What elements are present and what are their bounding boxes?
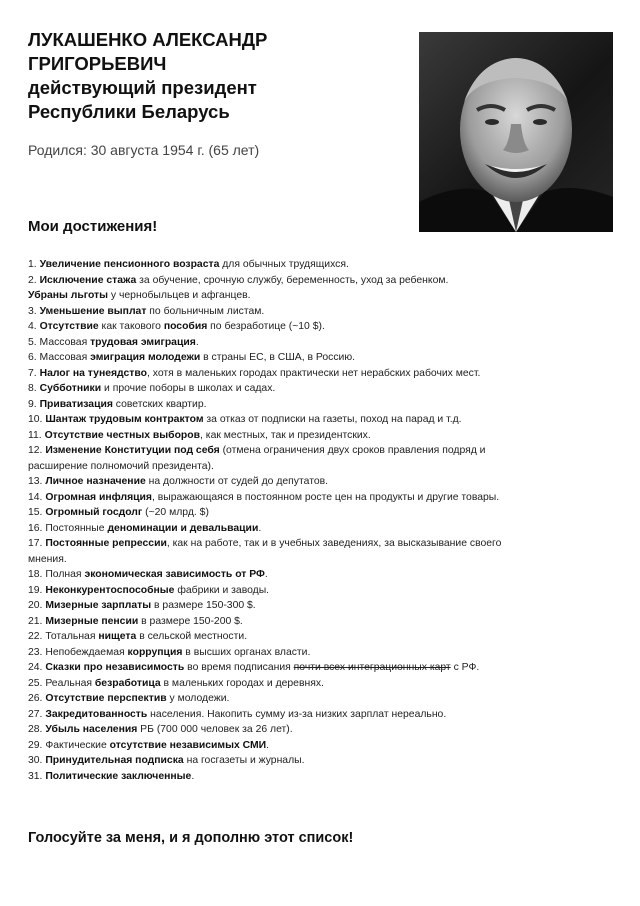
list-item: [28, 381, 618, 397]
list-item-bold: Закредитованность: [45, 708, 148, 720]
list-item-text: 26.: [28, 693, 46, 704]
list-item: [28, 319, 618, 335]
list-item: [28, 474, 618, 490]
list-item-text: РБ (700 000 человек за 26 лет).: [137, 724, 293, 735]
list-item-bold: деноминации и девальвации: [107, 522, 259, 534]
list-item-bold: Убыль населения: [45, 724, 138, 735]
list-item-bold: Отсутствие перспектив: [45, 693, 167, 704]
list-item-text: в маленьких городах и деревнях.: [160, 677, 324, 689]
list-item: [28, 459, 618, 475]
list-item-text: 16. Постоянные: [28, 522, 108, 534]
header: [28, 28, 408, 158]
list-item-bold: Принудительная подписка: [45, 755, 184, 766]
list-item-text: .: [258, 522, 262, 534]
list-item: [28, 738, 618, 754]
list-item: [28, 753, 618, 769]
list-item-text: за отказ от подписки на газеты, поход на парад и т.д.: [203, 414, 462, 425]
page-title-line1: ЛУКАШЕНКО АЛЕКСАНДР ГРИГОРЬЕВИЧ: [28, 29, 268, 74]
list-item-text: на должности от судей до депутатов.: [145, 476, 329, 487]
list-item-text: с РФ.: [450, 662, 480, 673]
list-item: [28, 691, 618, 707]
list-item-bold: Отсутствие: [39, 321, 99, 332]
list-item-text: в размере 150-200 $.: [138, 615, 243, 627]
list-item-text: у чернобыльцев и афганцев.: [108, 290, 251, 301]
list-item-text: 25. Реальная: [28, 677, 95, 689]
achievements-title: Мои достижения!: [28, 218, 158, 235]
list-item: [28, 660, 618, 676]
list-item-bold: Постоянные репрессии: [45, 538, 167, 549]
list-item-text: за обучение, срочную службу, беременность, уход за ребенком.: [136, 274, 449, 286]
list-item-text: 22. Тотальная: [28, 631, 99, 642]
list-item-bold: Неконкурентоспособные: [45, 584, 175, 596]
list-item-text: в сельской местности.: [136, 631, 248, 642]
list-item-text: 13.: [28, 476, 46, 487]
list-item-text: 14.: [28, 491, 46, 503]
list-item-text: 20.: [28, 600, 46, 611]
list-item: [28, 412, 618, 428]
list-item-bold: нищета: [98, 631, 137, 642]
list-item-bold: Уменьшение выплат: [39, 305, 147, 317]
birth-date: Родился: 30 августа 1954 г. (65 лет): [28, 142, 260, 158]
list-item-bold: Личное назначение: [45, 476, 146, 487]
list-item: [28, 567, 618, 583]
list-item: [28, 490, 618, 506]
list-item: [28, 288, 618, 304]
list-item-text: 11.: [28, 429, 45, 441]
list-item-text: 24.: [28, 662, 46, 673]
list-item-bold: Мизерные зарплаты: [45, 600, 152, 611]
list-item-text: (отмена ограничения двух сроков правления подряд и: [219, 445, 486, 456]
list-item-bold: Огромная инфляция: [45, 491, 152, 503]
list-item-text: почти всех интеграционных карт: [293, 662, 451, 673]
list-item-text: 5. Массовая: [28, 336, 91, 348]
list-item-text: 1.: [28, 259, 40, 270]
list-item-bold: Субботники: [39, 383, 102, 394]
list-item-bold: Исключение стажа: [39, 274, 137, 286]
list-item-text: 7.: [28, 367, 40, 379]
list-item-text: для обычных трудящихся.: [219, 259, 349, 270]
list-item-text: 8.: [28, 383, 40, 394]
list-item: [28, 552, 618, 568]
list-item-text: 27.: [28, 708, 46, 720]
list-item-text: и прочие поборы в школах и садах.: [101, 383, 276, 394]
list-item: [28, 676, 618, 692]
list-item-text: .: [264, 569, 268, 580]
list-item-bold: Увеличение пенсионного возраста: [39, 259, 220, 270]
list-item-text: по больничным листам.: [146, 305, 265, 317]
list-item-text: (~20 млрд. $): [142, 507, 209, 518]
list-item: [28, 443, 618, 459]
list-item-bold: Налог на тунеядство: [39, 367, 147, 379]
list-item-bold: Огромный госдолг: [45, 507, 143, 518]
list-item-text: , как местных, так и президентских.: [200, 429, 371, 441]
list-item: [28, 335, 618, 351]
list-item-text: 15.: [28, 507, 46, 518]
list-item-text: как такового: [98, 321, 164, 332]
list-item: [28, 583, 618, 599]
list-item-text: 19.: [28, 584, 46, 596]
list-item: [28, 614, 618, 630]
list-item-text: 18. Полная: [28, 569, 85, 580]
list-item-text: во время подписания: [184, 662, 294, 673]
list-item-text: на госгазеты и журналы.: [183, 755, 305, 766]
list-item-bold: Отсутствие честных выборов: [44, 429, 201, 441]
list-item: [28, 769, 618, 785]
list-item-text: у молодежи.: [166, 693, 230, 704]
list-item-bold: Мизерные пенсии: [45, 615, 139, 627]
list-item-text: в страны ЕС, в США, в Россию.: [200, 352, 356, 363]
list-item-bold: отсутствие независимых СМИ: [109, 739, 267, 751]
portrait-icon: [419, 32, 613, 232]
list-item: [28, 521, 618, 537]
list-item: [28, 273, 618, 289]
achievements-list: [28, 257, 618, 784]
list-item-text: 2.: [28, 274, 40, 286]
list-item: [28, 257, 618, 273]
list-item-text: в размере 150-300 $.: [151, 600, 256, 611]
list-item: [28, 397, 618, 413]
list-item-text: .: [266, 739, 270, 751]
list-item-text: , выражающаяся в постоянном росте цен на продукты и другие товары.: [152, 491, 500, 503]
list-item-text: 17.: [28, 538, 46, 549]
list-item-bold: Убраны льготы: [28, 290, 109, 301]
list-item-text: по безработице (~10 $).: [207, 321, 325, 332]
list-item-text: расширение полномочий президента).: [28, 460, 214, 472]
list-item-text: 29. Фактические: [28, 739, 110, 751]
list-item-text: фабрики и заводы.: [174, 584, 270, 596]
list-item-bold: трудовая эмиграция: [90, 336, 196, 348]
list-item-text: 9.: [28, 398, 40, 410]
list-item-bold: безработица: [94, 677, 161, 689]
list-item-text: 4.: [28, 321, 40, 332]
list-item-text: .: [195, 336, 199, 348]
list-item: [28, 629, 618, 645]
list-item-bold: Шантаж трудовым контрактом: [45, 414, 204, 425]
page-title-line2: действующий президент: [28, 77, 257, 98]
list-item-text: .: [191, 770, 195, 782]
list-item-text: советских квартир.: [112, 398, 207, 410]
list-item-text: 6. Массовая: [28, 352, 91, 363]
list-item-text: в высших органах власти.: [182, 646, 311, 658]
list-item-text: 21.: [28, 615, 46, 627]
list-item-text: , как на работе, так и в учебных заведениях, за высказывание своего: [166, 538, 502, 549]
list-item-bold: пособия: [163, 321, 208, 332]
list-item-bold: Приватизация: [39, 398, 113, 410]
page-title-line3: Республики Беларусь: [28, 101, 230, 122]
list-item-text: 28.: [28, 724, 46, 735]
list-item: [28, 505, 618, 521]
list-item-text: 3.: [28, 305, 40, 317]
list-item-text: мнения.: [28, 553, 67, 565]
list-item-bold: Изменение Конституции под себя: [45, 445, 220, 456]
list-item-bold: Политические заключенные: [45, 770, 192, 782]
list-item-bold: Сказки про независимость: [45, 662, 185, 673]
list-item-bold: эмиграция молодежи: [90, 352, 201, 363]
list-item: [28, 536, 618, 552]
list-item-bold: экономическая зависимость от РФ: [84, 569, 265, 580]
list-item: [28, 707, 618, 723]
list-item: [28, 304, 618, 320]
list-item: [28, 428, 618, 444]
list-item-text: 12.: [28, 445, 46, 456]
list-item-text: , хотя в маленьких городах практически нет нерабских рабочих мест.: [146, 367, 481, 379]
list-item: [28, 598, 618, 614]
list-item-text: 23. Непобеждаемая: [28, 646, 128, 658]
list-item: [28, 645, 618, 661]
portrait-photo: [419, 32, 613, 232]
footer-slogan: Голосуйте за меня, и я дополню этот список!: [28, 830, 354, 846]
list-item-text: 10.: [28, 414, 46, 425]
list-item-bold: коррупция: [127, 646, 183, 658]
list-item: [28, 350, 618, 366]
list-item-text: 31.: [28, 770, 46, 782]
list-item: [28, 366, 618, 382]
list-item: [28, 722, 618, 738]
list-item-text: 30.: [28, 755, 46, 766]
list-item-text: населения. Накопить сумму из-за низких зарплат нереально.: [147, 708, 447, 720]
